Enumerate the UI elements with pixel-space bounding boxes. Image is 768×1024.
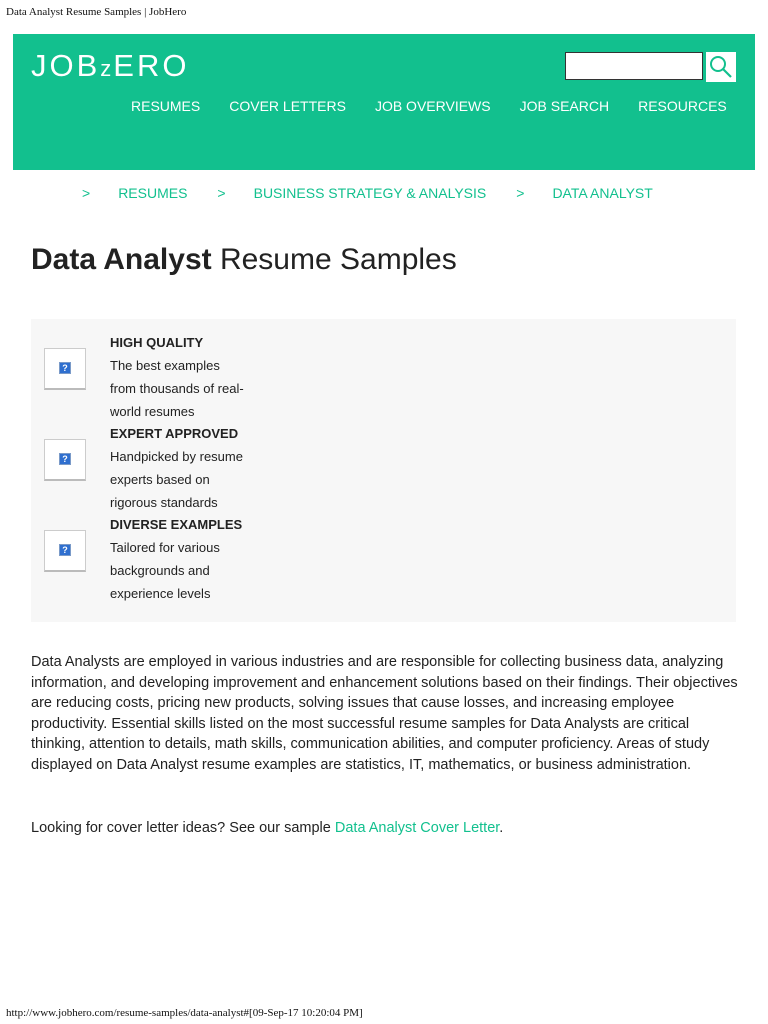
main-nav <box>131 98 756 114</box>
breadcrumb-separator: > <box>516 185 525 201</box>
nav-item-job-search[interactable]: JOB SEARCH <box>519 98 610 114</box>
feature-description-line: Handpicked by resume <box>110 449 243 464</box>
feature-diverse-examples <box>110 513 260 605</box>
breadcrumb <box>82 185 683 201</box>
breadcrumb-item-business-strategy[interactable]: BUSINESS STRATEGY & ANALYSIS <box>253 185 487 201</box>
feature-description-line: The best examples <box>110 358 220 373</box>
feature-title: HIGH QUALITY <box>110 335 204 350</box>
feature-description-line: rigorous standards <box>110 495 218 510</box>
broken-image-icon: ? <box>44 530 86 572</box>
feature-title: DIVERSE EXAMPLES <box>110 517 243 532</box>
cover-letter-link[interactable]: Data Analyst Cover Letter <box>334 820 500 836</box>
search-icon <box>706 52 736 82</box>
site-header <box>13 34 755 170</box>
nav-item-cover-letters[interactable]: COVER LETTERS <box>229 98 346 114</box>
features-box <box>31 319 736 622</box>
page-title: Data Analyst Resume Samples <box>31 243 457 276</box>
breadcrumb-separator: > <box>217 185 226 201</box>
search-input[interactable] <box>565 52 703 80</box>
feature-description-line: from thousands of real- <box>110 381 244 396</box>
feature-expert-approved <box>110 422 260 514</box>
feature-title: EXPERT APPROVED <box>110 426 239 441</box>
intro-paragraph: Data Analysts are employed in various industries and are responsible for collecting business data, analyzing information, and developing improvement and enhancement solutions based on their findings. Their objectives are reducing costs, pricing new products, solving issues that cause losses, and increasing employee productivity. Essential skills listed on the most successful resume samples for Data Analysts are critical thinking, attention to details, math skills, communication abilities, and computer proficiency. Areas of study displayed on Data Analyst resume examples are statistics, IT, mathematics, or business administration. <box>31 654 738 773</box>
feature-description-line: experience levels <box>110 586 211 601</box>
broken-image-icon: ? <box>44 348 86 390</box>
print-footer: http://www.jobhero.com/resume-samples/data-analyst#[09-Sep-17 10:20:04 PM] <box>6 1007 363 1019</box>
feature-high-quality <box>110 331 260 423</box>
nav-item-resumes[interactable]: RESUMES <box>131 98 201 114</box>
feature-description-line: experts based on <box>110 472 210 487</box>
broken-image-icon: ? <box>44 439 86 481</box>
print-header: Data Analyst Resume Samples | JobHero <box>6 6 187 18</box>
nav-item-resources[interactable]: RESOURCES <box>638 98 727 114</box>
feature-description-line: backgrounds and <box>110 563 210 578</box>
breadcrumb-item-data-analyst[interactable]: DATA ANALYST <box>552 185 653 201</box>
cover-letter-prompt: Looking for cover letter ideas? See our sample Data Analyst Cover Letter. <box>31 820 504 836</box>
breadcrumb-separator: > <box>82 185 91 201</box>
feature-description-line: world resumes <box>110 404 195 419</box>
breadcrumb-item-resumes[interactable]: RESUMES <box>118 185 188 201</box>
nav-item-job-overviews[interactable]: JOB OVERVIEWS <box>374 98 491 114</box>
feature-description-line: Tailored for various <box>110 540 220 555</box>
site-logo[interactable]: JOBzERO <box>31 48 190 83</box>
search-button[interactable] <box>706 52 736 82</box>
